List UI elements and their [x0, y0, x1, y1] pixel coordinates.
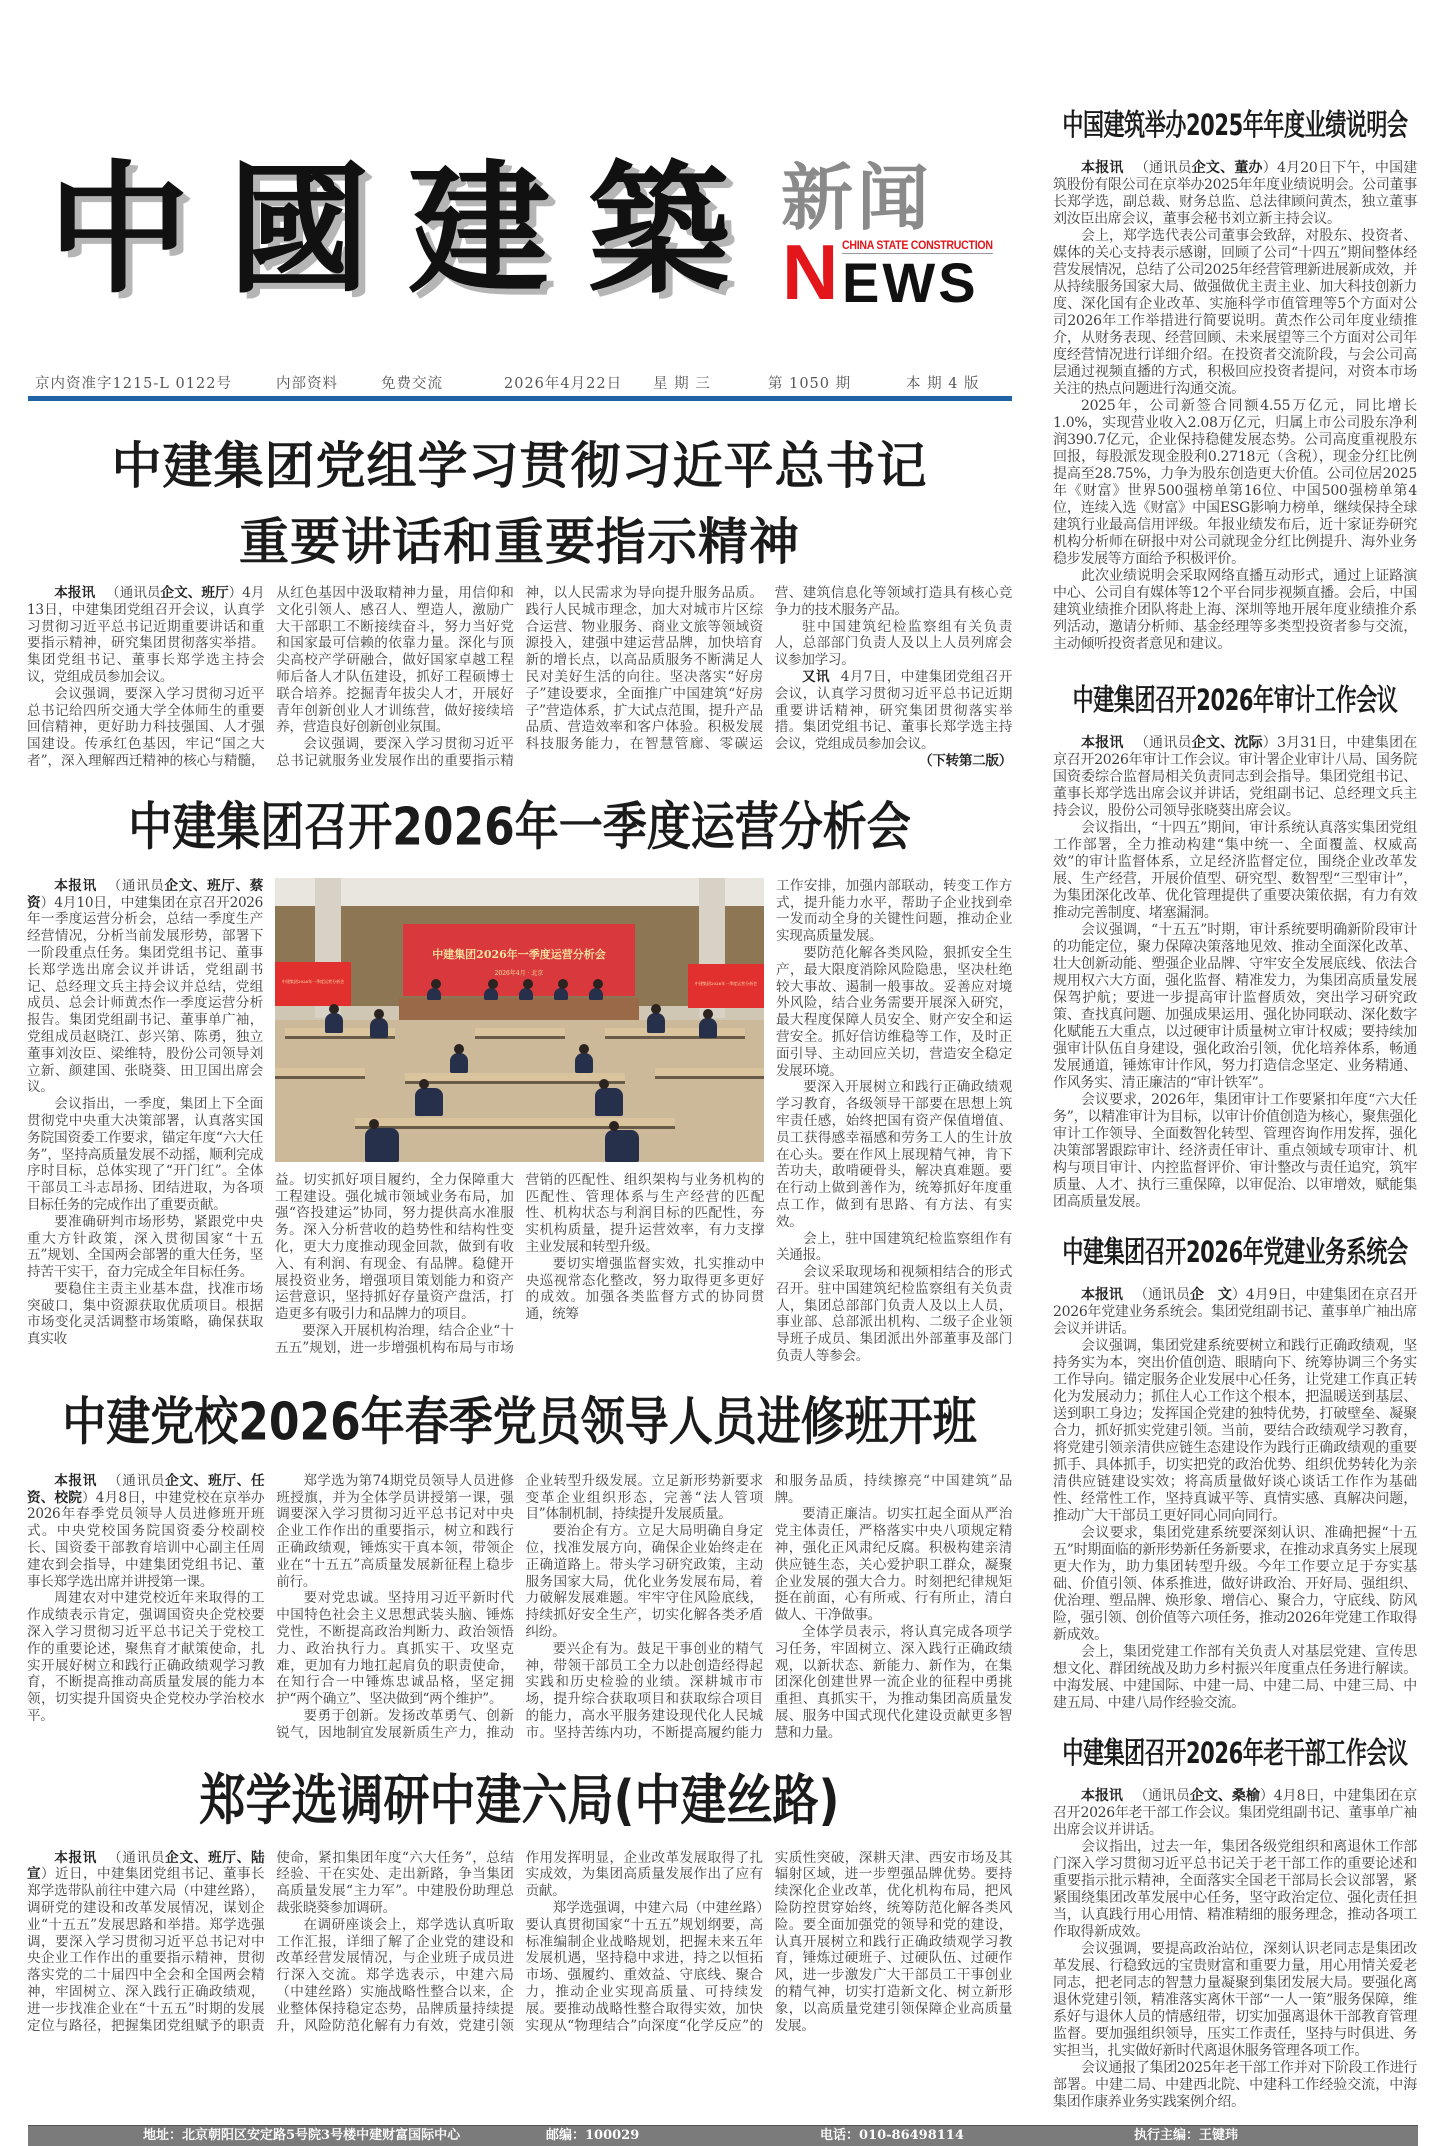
right-article-body — [1053, 735, 1417, 1211]
correspondent-prefix: （通讯员 — [1134, 160, 1192, 176]
paragraph: 在调研座谈会上，郑学选认真听取工作汇报，详细了解了企业党的建设和改革经营发展情况，与企业班子成员进行深入交流。郑学选表示，中建六局（中建丝路）实施战略性整合以来，企业整体保持稳定态势，品牌质量持续提升，风险防范化解有力有效，党建引领作用发挥明显，企业改革发展取得了扎实成效，为集团高质量发展作出了应有贡献。 — [276, 1849, 763, 2034]
dateline: 本报讯 — [54, 877, 97, 894]
correspondent-names: 企文、班厅、蔡资 — [27, 877, 263, 911]
article-body — [27, 1473, 1012, 1742]
logo-news-n: N — [782, 228, 839, 316]
right-article-headline: 中国建筑举办2025年年度业绩说明会 — [1062, 108, 1408, 142]
paragraph: 要准确研判市场形势，紧跟党中央重大方针政策，深入贯彻国家“十五五”规划、全国两会部署的重大任务，坚持苦干实干，奋力完成全年目标任务。 — [27, 1213, 263, 1281]
paragraph-text: ）3月31日，中建集团在京召开2026年审计工作会议。审计署企业审计八局、国务院国资委综合监督局相关负责同志到会指导。集团党组书记、董事长郑学选出席会议并讲话，党组副书记、总经理文兵主持会议，股份公司领导张晓葵出席会议。 — [1053, 735, 1417, 819]
correspondent-names: 企文、班厅、任资、校院 — [27, 1472, 265, 1506]
masthead-divider — [28, 396, 1012, 401]
paragraph: 会议指出，“十四五”期间，审计系统认真落实集团党组工作部署，全力推动构建“集中统一、全面覆盖、权威高效”的审计监督体系，立足经济监督定位，围绕企业改革发展、生产经营，开展价值型、研究型、数智型“三型审计”，为集团深化改革、优化管理提供了重要决策依据，有力有效推动完善制度、堵塞漏洞。 — [1053, 820, 1417, 921]
continued-on-page-note: （下转第二版） — [918, 752, 1012, 769]
article-column — [27, 878, 263, 1348]
dateline: 本报讯 — [1081, 160, 1124, 176]
paragraph: 要治企有方。立足大局明确自身定位，找准发展方向，确保企业始终走在正确道路上。带头学习研究政策，主动服务国家大局，优化业务发展布局，着力破解发展难题。牢牢守住风险底线，持续抓好安全生产，切实化解各类矛盾纠纷。 — [525, 1523, 763, 1641]
dateline: 本报讯 — [54, 585, 96, 601]
registration-number: 京内资准字1215-L 0122号 — [35, 376, 232, 392]
paragraph — [1053, 1788, 1417, 1839]
paragraph: 2025年，公司新签合同额4.55万亿元，同比增长1.0%，实现营业收入2.08万亿元，归属上市公司股东净利润390.7亿元，企业保持稳健发展态势。公司高度重视股东回报，每股派发现金股利0.2718元（含税），现金分红比例提高至28.75%，力争为股东创造更大价值。公司位居2025年《财富》世界500强榜单第16位、中国500强榜单第4位，连续入选《财富》中国ESG影响力榜单，继续保持全球建筑行业最高信用评级。年报业绩发布后，近十家证券研究机构分析师在研报中对公司就现金分红比例提升、海外业务稳步发展等方面给予积极评价。 — [1053, 398, 1417, 567]
paragraph — [1053, 735, 1417, 820]
weekday: 星 期 三 — [653, 376, 711, 392]
correspondent-names: 企文、班厅、陆宣 — [27, 1849, 265, 1883]
right-article-headline: 中建集团召开2026年党建业务系统会 — [1062, 1235, 1408, 1269]
paragraph: 要深入开展树立和践行正确政绩观学习教育，各级领导干部要在思想上筑牢责任感，始终把国有资产保值增值、员工获得感幸福感和劳务工人的生计放在心头。要在作风上展现精气神，肯下苦功夫，敢啃硬骨头，解决真难题。要在行动上做到善作为，统筹抓好年度重点工作，做到有思路、有方法、有实效。 — [776, 1079, 1012, 1230]
paragraph: 要防范化解各类风险，狠抓安全生产，最大限度消除风险隐患，坚决杜绝较大事故、遏制一般事故。妥善应对境外风险，结合业务需要开展深入研究，最大程度保障人员安全、财产安全和运营安全。抓好信访维稳等工作，及时正面引导、主动回应关切，营造安全稳定发展环境。 — [776, 944, 1012, 1079]
logo-company-english: CHINA STATE CONSTRUCTION — [842, 240, 993, 252]
footer-postcode: 邮编：100029 — [546, 2128, 640, 2143]
paragraph: 会议要求，2026年，集团审计工作要紧扣年度“六大任务”，以精准审计为目标，以审计价值创造为核心，聚焦强化审计工作领导、全面数智化转型、管理咨询作用发挥，强化决策部署跟踪审计、经济责任审计、重点领域专项审计、机构与项目审计、内控监督评价、审计整改与责任追究，筑牢质量、人才、执行三重保障，以审促治、以审增效，赋能集团高质量发展。 — [1053, 1092, 1417, 1210]
right-article-body — [1053, 160, 1417, 653]
article-headline: 郑学选调研中建六局(中建丝路) — [199, 1767, 840, 1832]
issue-date: 2026年4月22日 — [504, 376, 623, 392]
paragraph — [1053, 1287, 1417, 1338]
paragraph: 要切实增强监督实效，扎实推动中央巡视常态化整改，努力取得更多更好的成效。加强各类监督方式的协同贯通，统筹 — [525, 1255, 764, 1323]
dateline: 本报讯 — [54, 1849, 98, 1866]
footer-phone: 电话：010-86498114 — [820, 2128, 964, 2143]
internal-label: 内部资料 — [276, 376, 338, 392]
article-body — [27, 1850, 1012, 2035]
masthead-logo: 中國建築 — [48, 147, 768, 313]
correspondent-prefix: （通讯员 — [1134, 1287, 1190, 1303]
masthead — [27, 0, 1012, 405]
correspondent-names: 企文、班厅 — [160, 585, 229, 601]
logo-news-chinese: 新闻 — [781, 155, 934, 240]
paragraph: 会议强调，集团党建系统要树立和践行正确政绩观，坚持务实为本，突出价值创造、眼睛向下、统筹协调三个务实工作导向。锚定服务企业发展中心任务，让党建工作真正转化为发展动力；抓住人心工作这个根本，把温暖送到基层、送到职工身边；发挥国企党建的独特优势，打破壁垒、凝聚合力，抓好抓实党建引领。当前，要结合政绩观学习教育，将党建引领亲清供应链生态建设作为践行正确政绩观的重要抓手、具体抓手，切实把党的政治优势、组织优势转化为亲清供应链建设实效；将高质量做好谈心谈话工作作为基础性、经常性工作，坚持真诚平等、真情实感、真解决问题，推动广大干部员工更好同心同向同行。 — [1053, 1338, 1417, 1524]
issue-number: 第 1050 期 — [768, 376, 852, 392]
dateline: 本报讯 — [1081, 735, 1124, 751]
paragraph-text: ）近日，中建集团党组书记、董事长郑学选带队前往中建六局（中建丝路），调研党的建设和改革发展情况，谋划企业“十五五”发展思路和举措。郑学选强调，要深入学习贯彻习近平总书记对中央企业工作作出的重要指示精神，贯彻落实党的二十届四中全会和全国两会精神，牢固树立、深入践行正确政绩观，进一步找准企业在“十五五”时期的发展定位与路径，把握集团党组赋予的职责使命，紧扣集团年度“六大任务”，总结经验、干在实处、走出新路，争当集团高质量发展“主力军”。中建股份助理总裁张晓葵参加调研。 — [27, 1849, 514, 2034]
dateline: 本报讯 — [54, 1472, 98, 1489]
article-columns-below-photo — [275, 1172, 764, 1357]
article-body — [27, 878, 1012, 1365]
footer-editor: 执行主编：王键玮 — [1134, 2128, 1239, 2143]
paragraph — [1053, 160, 1417, 228]
free-exchange-label: 免费交流 — [381, 376, 443, 392]
paragraph-text: ）4月8日，中建党校在京举办2026年春季党员领导人员进修班开班式。中央党校国务院国资委分校副校长、国资委干部教育培训中心副主任周建农到会指导，中建集团党组书记、董事长郑学选出席并讲授第一课。 — [27, 1489, 265, 1590]
paragraph: 郑学选为第74期党员领导人员进修班授旗，并为全体学员讲授第一课，强调要深入学习贯彻习近平总书记对中央企业工作作出的重要指示，树立和践行正确政绩观，锤炼实干真本领，带领企业在“十五五”高质量发展新征程上稳步前行。 — [276, 1472, 514, 1590]
correspondent-prefix: （通讯员 — [105, 585, 161, 601]
paragraph: 会上，郑学选代表公司董事会致辞，对股东、投资者、媒体的关心支持表示感谢，回顾了公司“十四五”期间整体经营发展情况，总结了公司2025年经营管理新进展新成效，并从持续服务国家大局、做强做优主责主业、加大科技创新力度、深化国有企业改革、实施科学市值管理等5个方面对公司2026年工作举措进行简要说明。黄杰作公司年度业绩推介，从财务表现、经营回顾、未来展望等三个方面对公司年度经营情况进行详细介绍。在投资者交流阶段，与会公司高层通过视频直播的方式，积极回应投资者提问，对资本市场关注的热点问题进行沟通交流。 — [1053, 228, 1417, 397]
article-middle — [275, 878, 764, 1357]
paragraph: 要兴企有为。鼓足干事创业的精气神，带领干部员工全力以赴创造经得起实践和历史检验的业绩。深耕城市市场，提升综合获取项目和获取综合项目的能力，高水平服务建设现代化人民城市。坚持苦练内功，不断提高履约能力和服务品质，持续擦亮“中国建筑”品牌。 — [525, 1472, 1012, 1741]
article-headline: 中建集团召开2026年一季度运营分析会 — [128, 797, 911, 858]
footer-address: 地址：北京朝阳区安定路5号院3号楼中建财富国际中心 — [143, 2128, 461, 2143]
paragraph: 会上，集团党建工作部有关负责人对基层党建、宣传思想文化、群团统战及助力乡村振兴年度重点任务进行解读。中海发展、中建国际、中建一局、中建二局、中建三局、中建五局、中建八局作经验交流。 — [1053, 1644, 1417, 1711]
lead-article-body — [27, 585, 1012, 770]
paragraph: 要稳住主责主业基本盘，找准市场突破口，集中资源获取优质项目。根据市场变化灵活调整市场策略，确保获取真实收 — [27, 1280, 263, 1348]
correspondent-prefix: （通讯员 — [107, 877, 165, 894]
lead-headline-line1: 中建集团党组学习贯彻习近平总书记 — [111, 437, 928, 495]
paragraph: 全体学员表示，将认真完成各项学习任务，牢固树立、深入践行正确政绩观，以新状态、新能力、新作为，在集团深化创建世界一流企业的征程中勇挑重担、真抓实干，为推动集团高质量发展、服务中国式现代化建设贡献更多智慧和力量。 — [774, 1624, 1012, 1741]
paragraph-text: ）4月13日，中建集团党组召开会议，认真学习贯彻习近平总书记近期重要讲话和重要指示精神，研究集团贯彻落实举措。集团党组书记、董事长郑学选主持会议，党组成员参加会议。 — [27, 585, 265, 685]
right-article-body — [1053, 1788, 1417, 2111]
correspondent-prefix: （通讯员 — [1134, 1788, 1190, 1804]
correspondent-prefix: （通讯员 — [107, 1849, 166, 1866]
paragraph: 会议强调，要深入学习贯彻习近平总书记给四所交通大学全体师生的重要回信精神，更好助力科技强国、人才强国建设。传承红色基因，牢记“国之大者”，深入理解西迁精神的核心与精髓，从红色基因中汲取精神力量，用信仰和文化引领人、感召人、塑造人，激励广大干部职工不断接续奋斗，努力当好党和国家最可信赖的依靠力量。深化与顶尖高校产学研融合，做好国家卓越工程师后备人才队伍建设，抓好工程硕博士联合培养。挖掘青年拔尖人才，开展好青年创新创业人才训练营，做好接续培养，营造良好创新创业氛围。 — [27, 585, 514, 769]
paragraph: 会议强调，要提高政治站位，深刻认识老同志是集团改革发展、行稳致远的宝贵财富和重要力量，用心用情关爱老同志，把老同志的智慧力量凝聚到集团发展大局。要强化离退休党建引领，精准落实离休干部“一人一策”服务保障，维系好与退休人员的情感纽带，切实加强离退休干部教育管理监督。要加强组织领导，压实工作责任，坚持与时俱进、务实担当，扎实做好新时代离退休服务管理各项工作。 — [1053, 1941, 1417, 2059]
lead-headline-line2: 重要讲话和重要指示精神 — [239, 513, 800, 571]
paragraph: 会议强调，“十五五”时期，审计系统要明确新阶段审计的功能定位，聚力保障决策落地见效、推动全面深化改革、壮大创新动能、塑强企业品牌、守牢安全发展底线、依法合规用权六大方面，强化监督、精准发力，为集团高质量发展保驾护航；要进一步提高审计监督质效，突出学习研究政策、查找真问题、加强成果运用、强化协同联动、深化数字化赋能五大重点，以过硬审计质量树立审计权威；要持续加强审计队伍自身建设，强化政治引领，优化培养体系，畅通发展通道，锤炼审计作风，努力打造信念坚定、业务精通、作风务实、清正廉洁的“审计铁军”。 — [1053, 922, 1417, 1091]
paragraph: 要勇于创新。发扬改革勇气、创新锐气，因地制宜发展新质生产力，推动企业转型升级发展。立足新形势新要求变革企业组织形态，完善“法人管项目”体制机制，持续提升发展质量。 — [276, 1472, 763, 1741]
photo-banner-title: 中建集团2026年一季度运营分析会 — [432, 947, 606, 961]
correspondent-names: 企 文 — [1189, 1287, 1232, 1303]
footer-bar — [28, 2125, 1418, 2146]
paragraph: 此次业绩说明会采取网络直播互动形式，通过上证路演中心、公司自有媒体等12个平台同步视频直播。会后，中国建筑业绩推介团队将赴上海、深圳等地开展年度业绩推介系列活动，邀请分析师、基金经理等多类型投资者参与交流，主动倾听投资者意见和建议。 — [1053, 568, 1417, 652]
meeting-photo — [275, 878, 764, 1162]
paragraph: 会议采取现场和视频相结合的形式召开。驻中国建筑纪检监察组有关负责人，集团总部部门负责人及以上人员，事业部、总部派出机构、二级子企业领导班子成员、集团派出外部董事及部门负责人等参会。 — [776, 1264, 1012, 1365]
paragraph: 郑学选强调，中建六局（中建丝路）要认真贯彻国家“十五五”规划纲要，高标准编制企业战略规划，把握未来五年发展机遇，坚持稳中求进，持之以恒拓市场、强履约、重效益、守底线、聚合力，推动企业实现高质量、可持续发展。要推动战略性整合取得实效，加快实现从“物理结合”向深度“化学反应”的实质性突破，深耕天津、西安市场及其辐射区域，进一步塑强品牌优势。要持续深化企业改革，优化机构布局，把风险防控贯穿始终，统筹防范化解各类风险。要全面加强党的领导和党的建设，认真开展树立和践行正确政绩观学习教育，锤炼过硬班子、过硬队伍、过硬作风，进一步激发广大干部员工干事创业的精气神，切实打造新文化、树立新形象，以高质量党建引领保障企业高质量发展。 — [525, 1849, 1012, 2034]
correspondent-prefix: （通讯员 — [107, 1472, 166, 1489]
paragraph: 要深入开展机构治理，结合企业“十五五”规划，进一步增强机构布局与市场营销的匹配性、组织架构与业务机构的匹配性、管理体系与生产经营的匹配性、机构状态与利润目标的匹配性，夯实机构质量，提升运营效率，有力支撑主业发展和转型升级。 — [275, 1171, 764, 1356]
dateline: 本报讯 — [1081, 1788, 1123, 1804]
paragraph-text: ）4月10日，中建集团在京召开2026年一季度运营分析会，总结一季度生产经营情况，分析当前发展形势，部署下一阶段重点任务。集团党组书记、董事长郑学选出席会议并讲话，党组副书记、总经理文兵主持会议并总结，党组成员、总会计师黄杰作一季度运营分析报告。集团党组副书记、董事单广袖，党组成员赵晓江、彭兴第、陈勇，独立董事刘汝臣、梁维特，股份公司领导刘立新、颜建国、张晓葵、田卫国出席会议。 — [27, 894, 263, 1096]
paragraph — [775, 669, 1012, 770]
right-article-headline: 中建集团召开2026年审计工作会议 — [1072, 683, 1398, 717]
right-article-headline: 中建集团召开2026年老干部工作会议 — [1062, 1736, 1408, 1770]
paragraph: 益。切实抓好项目履约，全力保障重大工程建设。强化城市领域业务布局，加强“咨投建运”协同，努力提供高水准服务。深入分析营收的趋势性和结构性变化，更大力度推动现金回款，做到有收入、有利润、有现金、有品牌。稳健开展投资业务，增强项目策划能力和资产运营意识，坚持抓好存量资产盘活，打造更多有吸引力和品牌力的项目。 — [275, 1171, 514, 1323]
dateline: 本报讯 — [1081, 1287, 1123, 1303]
main-news-area — [27, 0, 1012, 2034]
correspondent-prefix: （通讯员 — [1134, 735, 1192, 751]
correspondent-names: 企文、董办 — [1191, 160, 1263, 176]
page-count: 本 期 4 版 — [906, 376, 980, 392]
article-column — [776, 878, 1012, 1365]
paragraph-text: ）4月20日下午，中国建筑股份有限公司在京举办2025年年度业绩说明会。公司董事长郑学选，副总裁、财务总监、总法律顾问黄杰，独立董事刘汝臣出席会议，董事会秘书刘立新主持会议。 — [1053, 160, 1417, 227]
paragraph: 会议通报了集团2025年老干部工作并对下阶段工作进行部署。中建二局、中建西北院、中建科工作经验交流，中海集团作康养业务实践案例介绍。 — [1053, 2060, 1417, 2110]
paragraph-text: ）4月8日，中建集团在京召开2026年老干部工作会议。集团党组副书记、董事单广袖出席会议并讲话。 — [1053, 1788, 1417, 1838]
paragraph: 会上，驻中国建筑纪检监察组作有关通报。 — [776, 1230, 1012, 1264]
article-headline: 中建党校2026年春季党员领导人员进修班开班 — [62, 1392, 977, 1453]
paragraph — [27, 878, 263, 1096]
correspondent-names: 企文、沈际 — [1191, 735, 1263, 751]
paragraph: 会议强调，要深入学习贯彻习近平总书记就服务业发展作出的重要指示精神，以人民需求为导向提升服务品质。践行人民城市理念，加大对城市片区综合运营、物业服务、商业文旅等领域资源投入，建强中建运营品牌，加快培育新的增长点，以高品质服务不断满足人民对美好生活的向往。坚决落实“好房子”建设要求，全面推广中国建筑“好房子”营造体系，扩大试点范围，提升产品品质、营造效率和客户体验。积极发展科技服务能力，在智慧管廊、零碳运营、建筑信息化等领域打造具有核心竞争力的技术服务产品。 — [276, 585, 1012, 769]
right-news-column — [1053, 0, 1417, 2111]
correspondent-names: 企文、桑榆 — [1189, 1788, 1260, 1804]
paragraph: 驻中国建筑纪检监察组有关负责人，总部部门负责人及以上人员列席会议参加学习。 — [774, 618, 1012, 669]
photo-banner-subtitle: 2026年4月 · 北京 — [494, 969, 544, 977]
logo-news-ews: EWS — [842, 251, 979, 314]
photo-left-screen: 中建集团2026年一季度运营分析会 — [275, 962, 351, 1006]
paragraph — [27, 1473, 264, 1591]
right-article-body — [1053, 1287, 1417, 1712]
paragraph-text: ）4月9日，中建集团在京召开2026年党建业务系统会。集团党组副书记、董事单广袖出席会议并讲话。 — [1053, 1287, 1417, 1337]
paragraph: 会议指出，一季度，集团上下全面贯彻党中央重大决策部署，认真落实国务院国资委工作要求，锚定年度“六大任务”，坚持高质量发展不动摇，顺利完成序时目标，总体实现了“开门红”。全体干部员工斗志昂扬、团结进取，为各项目标任务的完成作出了重要贡献。 — [27, 1096, 263, 1213]
dateline: 又讯 — [801, 668, 830, 685]
paragraph: 工作安排，加强内部联动，转变工作方式，提升能力水平，帮助子企业找到牵一发而动全身的关键性问题，推动企业实现高质量发展。 — [776, 877, 1012, 945]
paragraph: 要对党忠诚。坚持用习近平新时代中国特色社会主义思想武装头脑、锤炼党性，不断提高政治判断力、政治领悟力、政治执行力。真抓实干、攻坚克难，更加有力地扛起肩负的职责使命，在知行合一中锤炼忠诚品格，坚定拥护“两个确立”、坚决做到“两个维护”。 — [276, 1590, 514, 1708]
photo-right-screen: 中建集团2026年一季度运营分析会 — [688, 964, 764, 1008]
paragraph: 会议要求，集团党建系统要深刻认识、准确把握“十五五”时期面临的新形势新任务新要求，在推动求真务实上展现更大作为，助力集团转型升级。今年工作要立足于夯实基础、价值引领、体系推进，做好讲政治、开好局、强组织、优治理、塑品牌、焕形象、增信心、聚合力，守底线、防风险，强引领、创价值等六项任务，推动2026年党建工作取得新成效。 — [1053, 1525, 1417, 1643]
paragraph: 要清正廉洁。切实扛起全面从严治党主体责任，严格落实中央八项规定精神，强化正风肃纪反腐。积极构建亲清供应链生态，关心爱护职工群众，凝聚企业发展的强大合力。时刻把纪律规矩挺在前面，心有所戒、行有所止，清白做人、干净做事。 — [774, 1506, 1012, 1624]
paragraph: 周建农对中建党校近年来取得的工作成绩表示肯定，强调国资央企党校要深入学习贯彻习近平总书记关于党校工作的重要论述，聚焦育才献策使命，扎实开展好树立和践行正确政绩观学习教育，不断提高推动高质量发展的能力本领，切实提升国资央企党校办学治校水平。 — [27, 1590, 265, 1725]
paragraph — [27, 585, 264, 686]
paragraph-text: 4月7日，中建集团党组召开会议，认真学习贯彻习近平总书记近期重要讲话精神，研究集团贯彻落实举措。集团党组书记、董事长郑学选主持会议，党组成员参加会议。 — [774, 668, 1012, 753]
paragraph: 会议指出，过去一年，集团各级党组织和离退休工作部门深入学习贯彻习近平总书记关于老干部工作的重要论述和重要指示批示精神，全面落实全国老干部局长会议部署，紧紧围绕集团改革发展中心任务，坚守政治定位、强化责任担当，认真践行用心用情、精准精细的服务理念，推动各项工作取得新成效。 — [1053, 1839, 1417, 1940]
